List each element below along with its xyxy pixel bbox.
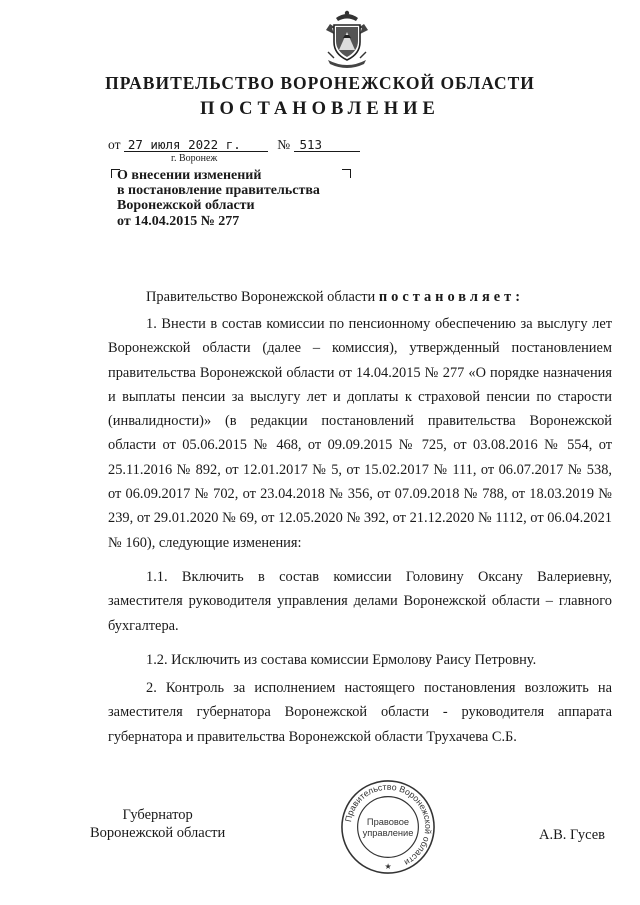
intro-text: Правительство Воронежской области xyxy=(146,289,379,305)
signer-title-line: Губернатор xyxy=(122,807,193,823)
intro-emphasis: постановляет: xyxy=(378,289,524,305)
paragraph-item-1-1: 1.1. Включить в состав комиссии Головину Оксану Валериевну, заместителя руководителя управления делами Воронежской области – главного бухгалтера. xyxy=(108,569,612,634)
signer-name: А.В. Гусев xyxy=(539,827,605,843)
organization-name: ПРАВИТЕЛЬСТВО ВОРОНЕЖСКОЙ ОБЛАСТИ xyxy=(105,73,535,93)
paragraph-item-1: 1. Внести в состав комиссии по пенсионному обеспечению за выслугу лет Воронежской области (далее – комиссия), утвержденный постановлением правительства Воронежской области от 14.04.2015 № 277 «О порядке назначения и выплаты пенсии за выслугу лет и доплаты к страховой пенсии по старости (инвалидности)» (в редакции постановлений правительства Воронежской области от 05.06.2015 № 468, от 09.09.2015 № 725, от 03.08.2016 № 554, от 25.11.2016 № 892, от 12.01.2017 № 5, от 15.02.2017 № 111, от 06.07.2017 № 538, от 06.09.2017 № 702, от 23.04.2018 № 356, от 07.09.2018 № 788, от 18.03.2019 № 239, от 29.01.2020 № 69, от 12.05.2020 № 392, от 21.12.2020 № 1112, от 06.04.2021 № 160), следующие изменения: xyxy=(108,316,612,551)
date-prefix: от xyxy=(108,137,121,152)
signer-title-line: Воронежской области xyxy=(90,825,226,841)
date-number-line xyxy=(108,137,360,153)
subject-line: от 14.04.2015 № 277 xyxy=(117,213,240,229)
document-date: 27 июля 2022 г. xyxy=(124,138,268,152)
number-prefix: № xyxy=(277,137,291,152)
signer-title xyxy=(90,806,225,842)
subject-corner-right xyxy=(342,169,351,178)
coat-of-arms-icon xyxy=(322,8,372,68)
subject-line: Воронежской области xyxy=(117,198,255,214)
document-city: г. Воронеж xyxy=(171,153,218,164)
stamp-center-line: Правовое xyxy=(366,817,410,828)
document-subject xyxy=(117,168,320,229)
subject-line: в постановление правительства xyxy=(117,183,320,199)
paragraph-item-1-2: 1.2. Исключить из состава комиссии Ермолову Раису Петровну. xyxy=(146,652,537,668)
paragraph-item-2: 2. Контроль за исполнением настоящего постановления возложить на заместителя губернатора Воронежской области - руководителя аппарата губернатора и правительства Воронежской области Трухачева С.Б. xyxy=(108,680,612,745)
stamp-star: ★ xyxy=(384,862,392,872)
legal-department-stamp-icon xyxy=(339,778,437,876)
stamp-ring-text: Правительство Воронежской области xyxy=(343,781,434,868)
document-number: 513 xyxy=(294,138,360,152)
stamp-center-line: управление xyxy=(362,827,414,838)
subject-line: О внесении изменений xyxy=(117,168,262,183)
document-type: ПОСТАНОВЛЕНИЕ xyxy=(200,99,440,119)
resolution-intro xyxy=(108,285,612,309)
